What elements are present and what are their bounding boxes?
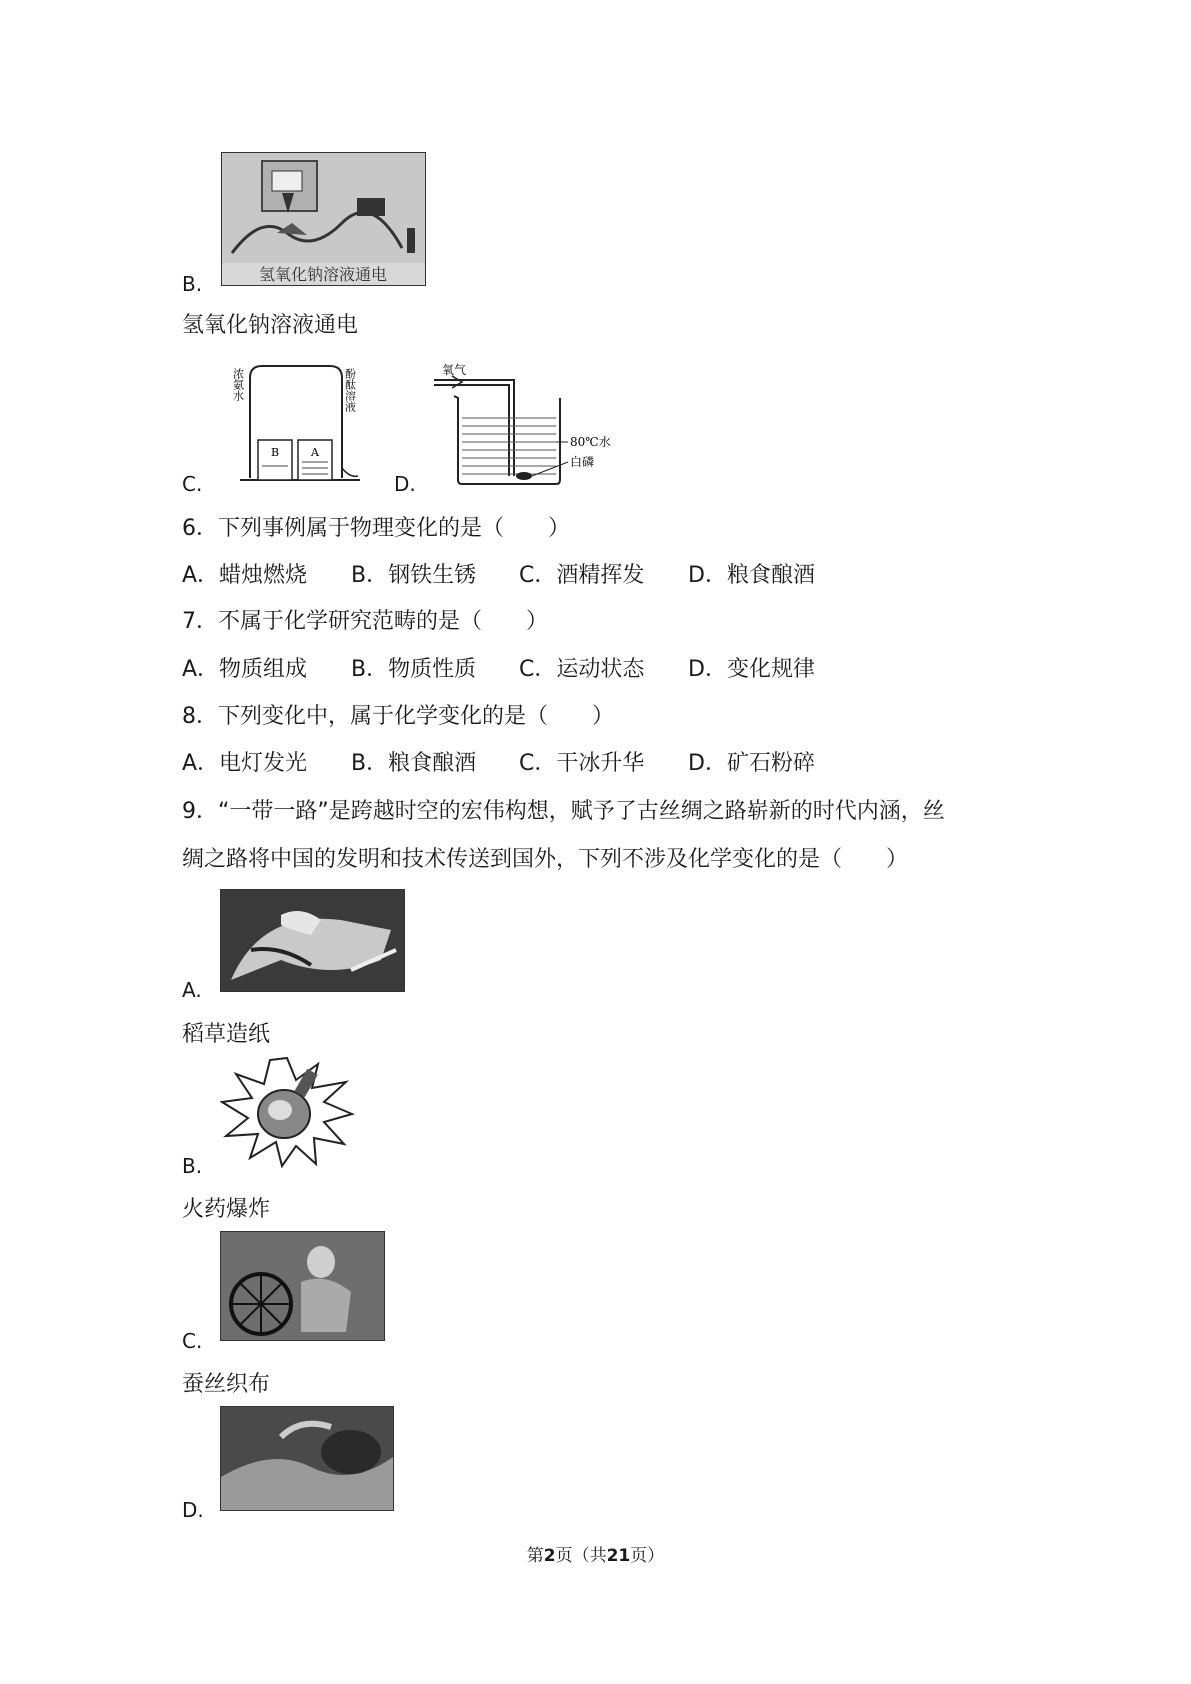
footer-mid: 页（共 [555, 1546, 607, 1566]
q6-stem: 6．下列事例属于物理变化的是（ ） [182, 516, 570, 541]
q8-stem: 8．下列变化中，属于化学变化的是（ ） [182, 704, 614, 729]
phosphorus-beaker-diagram [432, 358, 632, 488]
q6-option-c[interactable]: C．酒精挥发 [519, 563, 645, 588]
beaker-b-label: B [270, 446, 280, 459]
gunpowder-drawing[interactable] [220, 1056, 355, 1168]
ammonia-diffusion-diagram [210, 358, 370, 488]
q9-option-d-letter[interactable]: D. [182, 1498, 204, 1522]
phenolphthalein-label: 酚酞溶液 [343, 368, 357, 412]
q6-option-d[interactable]: D．粮食酿酒 [688, 563, 815, 588]
q6-option-a[interactable]: A．蜡烛燃烧 [182, 563, 308, 588]
q7-option-d[interactable]: D．变化规律 [688, 657, 815, 682]
white-phosphorus-label: 白磷 [570, 455, 595, 469]
q7-option-b[interactable]: B．物质性质 [351, 657, 477, 682]
q7-option-a[interactable]: A．物质组成 [182, 657, 308, 682]
oxygen-label: 氧气 [442, 363, 467, 377]
electrolysis-photo [221, 152, 426, 286]
electrolysis-drawing [222, 153, 425, 285]
q9-option-c-caption: 蚕丝织布 [182, 1372, 271, 1397]
q8-option-c[interactable]: C．干冰升华 [519, 751, 645, 776]
q9-option-b-letter[interactable]: B. [182, 1154, 203, 1178]
q9-option-a-caption: 稻草造纸 [182, 1022, 271, 1047]
q9-option-a-letter[interactable]: A. [182, 978, 202, 1002]
hot-water-label: 80℃水 [570, 435, 611, 449]
page-footer [0, 1545, 1191, 1567]
q7-stem: 7．不属于化学研究范畴的是（ ） [182, 609, 548, 634]
q9-stem-line1: 9．“一带一路”是跨越时空的宏伟构想，赋予了古丝绸之路崭新的时代内涵，丝 [182, 799, 945, 824]
q9-stem-line2: 绸之路将中国的发明和技术传送到国外，下列不涉及化学变化的是（ ） [182, 847, 909, 872]
fig-d-letter: D. [394, 472, 416, 496]
q7-option-c[interactable]: C．运动状态 [519, 657, 645, 682]
beaker-a-label: A [311, 446, 319, 459]
silk-weaving-photo[interactable] [220, 1231, 385, 1341]
q9-option-b-caption: 火药爆炸 [182, 1197, 271, 1222]
fig-b-letter: B. [182, 272, 203, 296]
q8-option-d[interactable]: D．矿石粉碎 [688, 751, 815, 776]
papermaking-photo[interactable] [220, 889, 405, 992]
footer-total-pages: 21 [606, 1546, 631, 1566]
option-d-photo[interactable] [220, 1406, 394, 1511]
footer-pre: 第 [526, 1546, 544, 1566]
q8-option-b[interactable]: B．粮食酿酒 [351, 751, 477, 776]
electrolysis-inset-caption: 氢氧化钠溶液通电 [258, 265, 388, 284]
q8-option-a[interactable]: A．电灯发光 [182, 751, 308, 776]
q9-option-c-letter[interactable]: C. [182, 1329, 203, 1353]
q6-option-b[interactable]: B．钢铁生锈 [351, 563, 477, 588]
footer-page-number: 2 [543, 1546, 556, 1566]
fig-b-caption: 氢氧化钠溶液通电 [182, 313, 359, 338]
fig-c-letter: C. [182, 472, 203, 496]
ammonia-label: 浓氨水 [231, 368, 245, 401]
footer-post: 页） [630, 1546, 665, 1566]
